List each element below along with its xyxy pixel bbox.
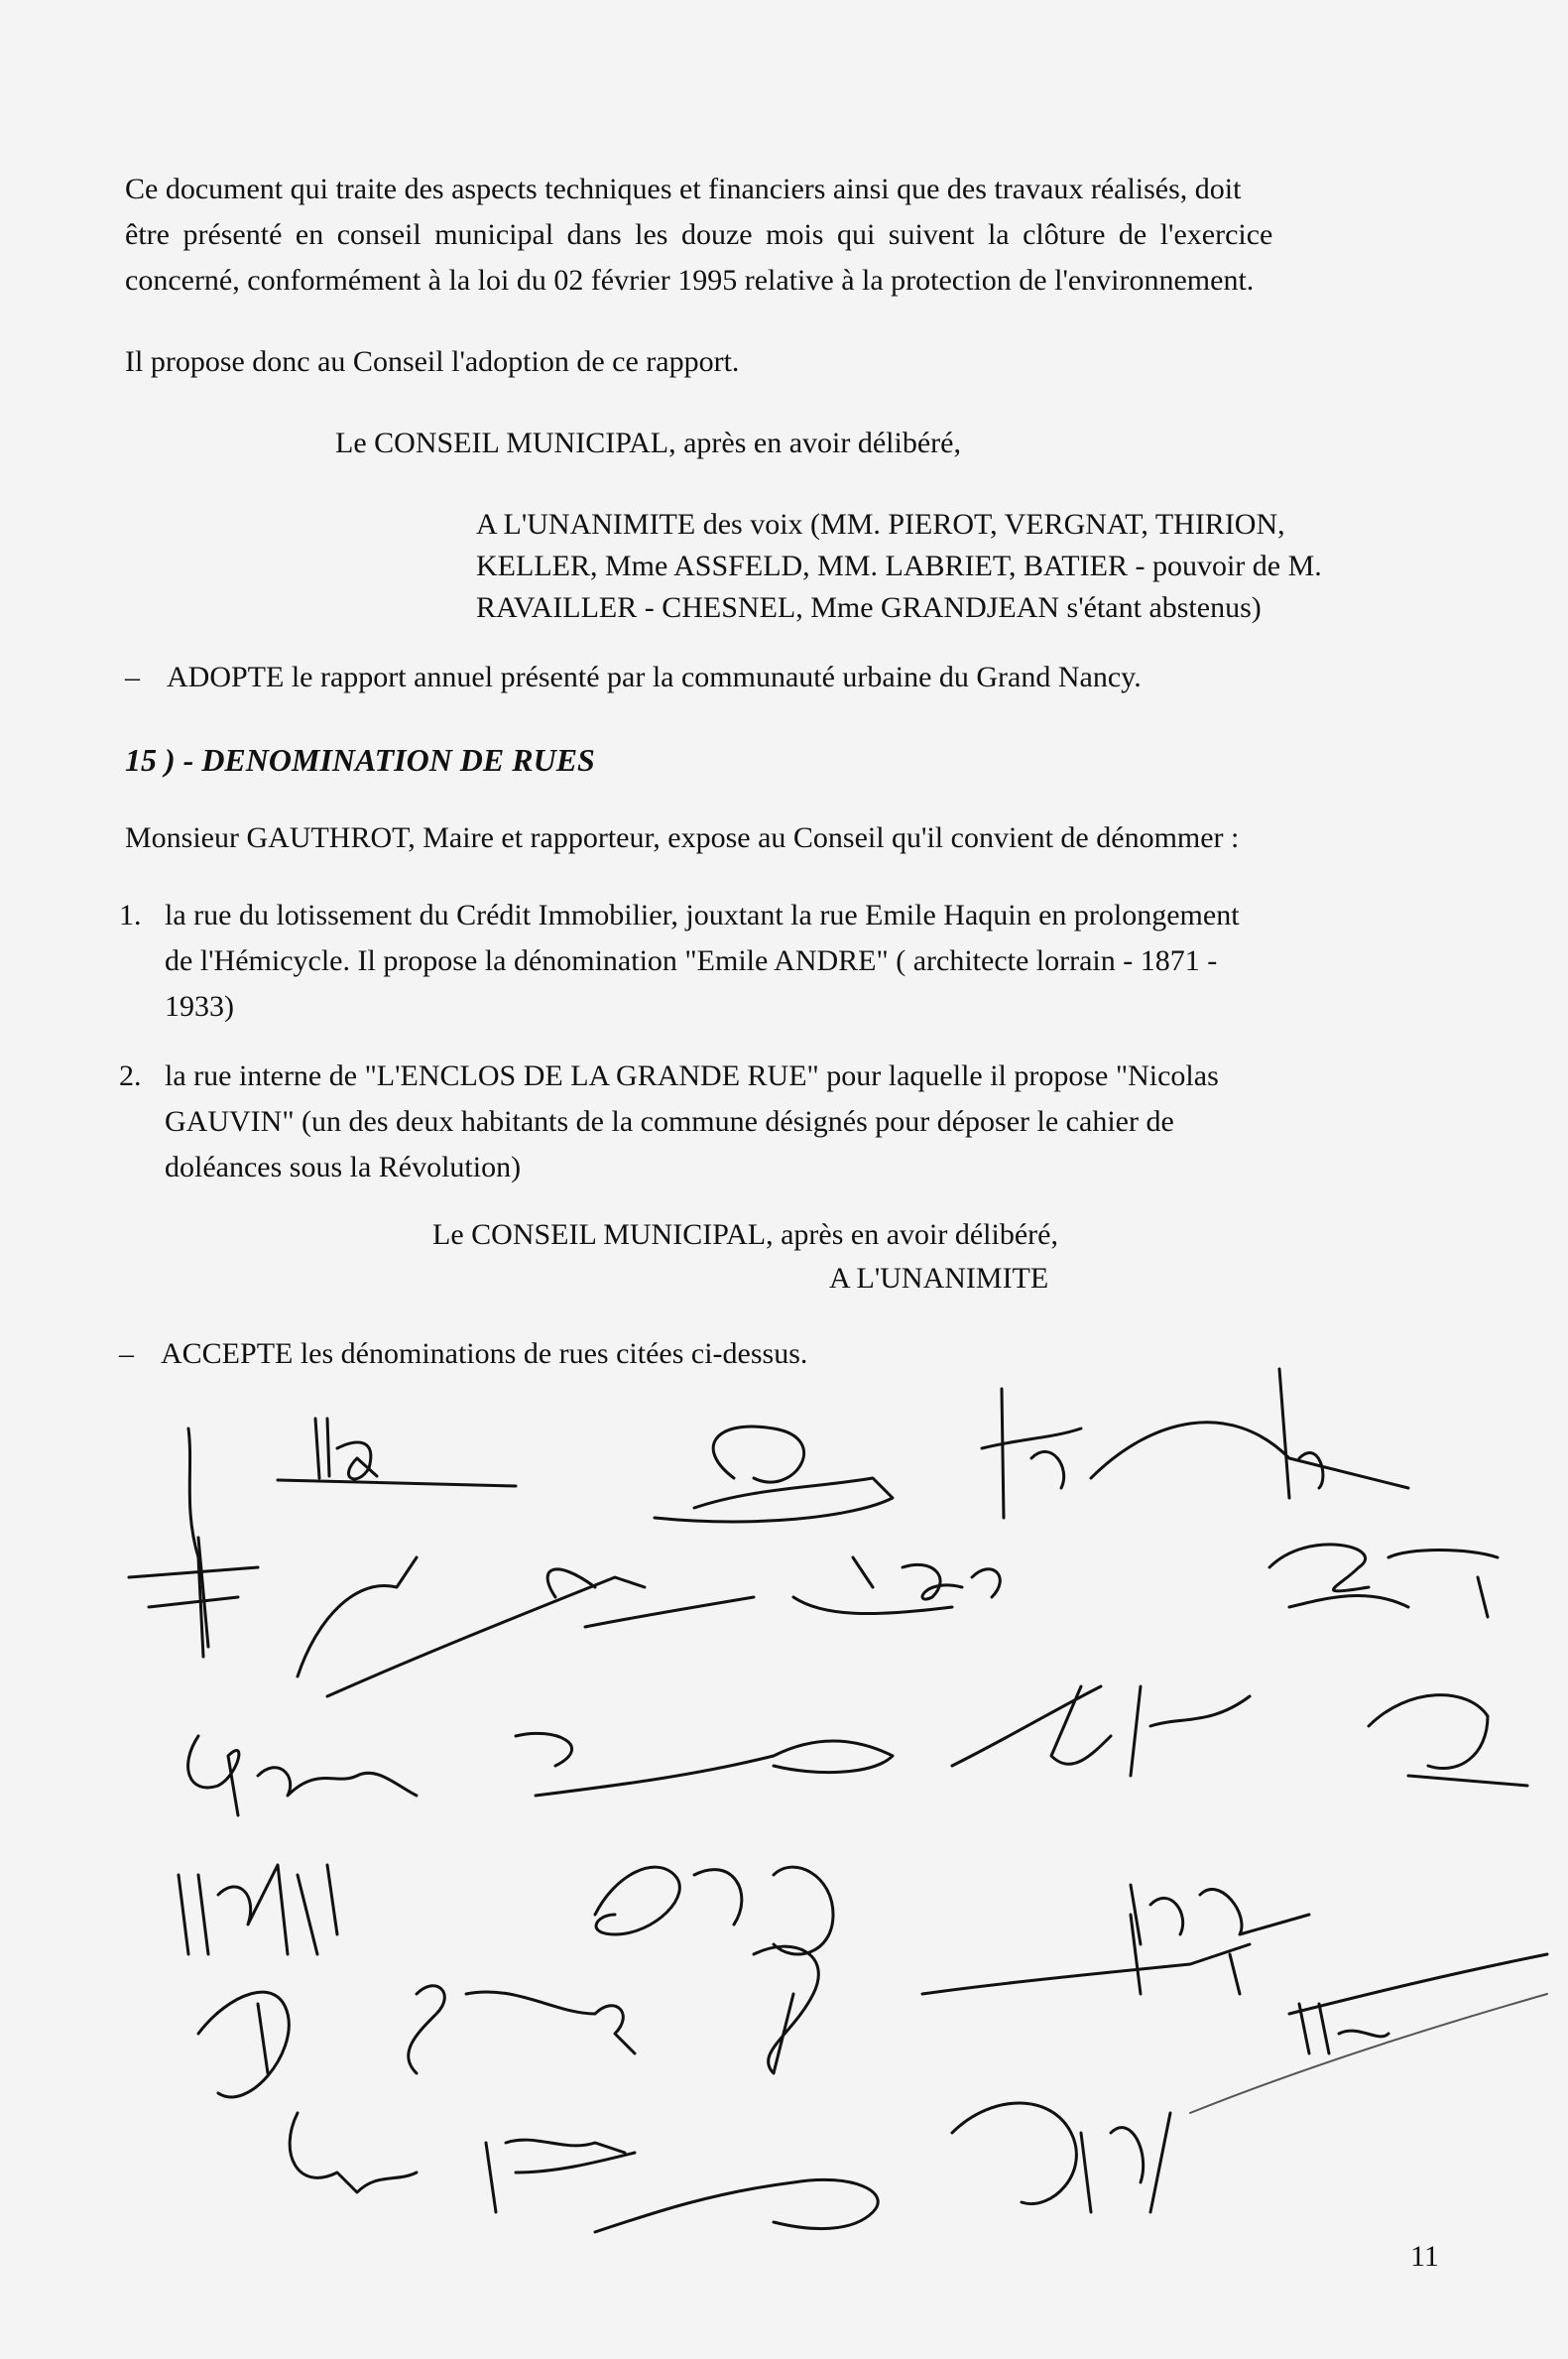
- section-intro: Monsieur GAUTHROT, Maire et rapporteur, expose au Conseil qu'il convient de dénommer :: [125, 821, 1240, 854]
- intro-line-3: concerné, conformément à la loi du 02 février 1995 relative à la protection de l'environnement.: [125, 264, 1255, 297]
- item-line: de l'Hémicycle. Il propose la dénomination "Emile ANDRE" ( architecte lorrain - 1871 -: [165, 944, 1218, 977]
- item-line: GAUVIN" (un des deux habitants de la commune désignés pour déposer le cahier de: [165, 1105, 1174, 1138]
- intro-line-1: Ce document qui traite des aspects techniques et financiers ainsi que des travaux réalisés, doit: [125, 173, 1242, 205]
- handwritten-signatures-icon: [0, 1359, 1568, 2292]
- page-number: 11: [1410, 2240, 1439, 2273]
- decision-dash-2: –: [119, 1337, 134, 1370]
- proposal-text: Il propose donc au Conseil l'adoption de ce rapport.: [125, 345, 740, 378]
- vote-unanimite: A L'UNANIMITE: [829, 1262, 1049, 1295]
- deliberation-heading-2: Le CONSEIL MUNICIPAL, après en avoir délibéré,: [432, 1218, 1058, 1251]
- intro-line-2: être présenté en conseil municipal dans les douze mois qui suivent la clôture de l'exercice: [125, 218, 1273, 251]
- vote-line-1: A L'UNANIMITE des voix (MM. PIEROT, VERGNAT, THIRION,: [476, 508, 1285, 541]
- decision-text: ADOPTE le rapport annuel présenté par la communauté urbaine du Grand Nancy.: [167, 661, 1142, 693]
- item-line: 1933): [165, 990, 234, 1023]
- deliberation-heading: Le CONSEIL MUNICIPAL, après en avoir délibéré,: [335, 427, 961, 459]
- decision-dash: –: [125, 661, 140, 693]
- vote-line-3: RAVAILLER - CHESNEL, Mme GRANDJEAN s'étant abstenus): [476, 591, 1262, 624]
- item-line: la rue interne de "L'ENCLOS DE LA GRANDE RUE" pour laquelle il propose "Nicolas: [165, 1059, 1219, 1092]
- decision-text-2: ACCEPTE les dénominations de rues citées ci-dessus.: [161, 1337, 808, 1370]
- item-line: la rue du lotissement du Crédit Immobilier, jouxtant la rue Emile Haquin en prolongement: [165, 899, 1240, 931]
- item-number: 2.: [119, 1059, 142, 1092]
- item-number: 1.: [119, 899, 142, 931]
- vote-line-2: KELLER, Mme ASSFELD, MM. LABRIET, BATIER - pouvoir de M.: [476, 550, 1322, 582]
- item-line: doléances sous la Révolution): [165, 1151, 522, 1183]
- section-title: 15 ) - DENOMINATION DE RUES: [125, 742, 595, 778]
